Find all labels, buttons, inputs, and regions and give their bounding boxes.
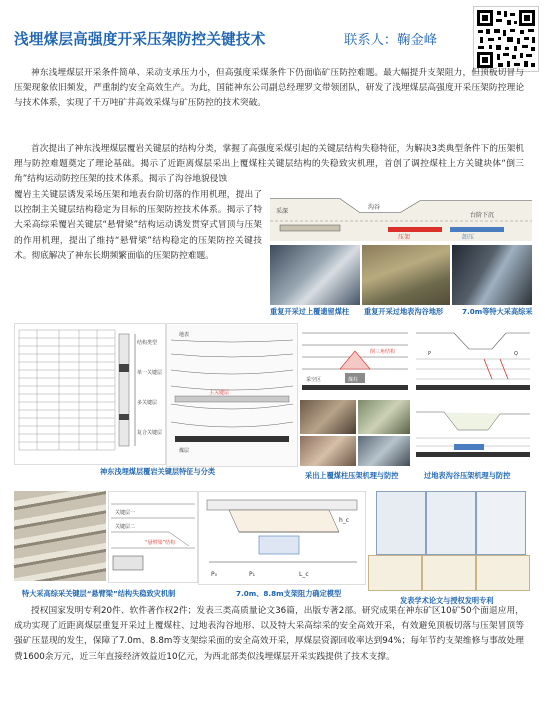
strata-type-label: 结构类型 <box>137 340 158 346</box>
caption-pillar-mechanism: 采出上覆煤柱压架机理与防控 <box>305 471 399 480</box>
composite-key-layer-label: 复合关键层 <box>137 430 163 436</box>
triangle-label: 倒三角结构 <box>370 349 396 355</box>
surface-label: 地表 <box>179 332 190 338</box>
lab-model-photo-2 <box>358 400 410 434</box>
cantilever-label: “悬臂梁”结构 <box>145 540 176 546</box>
pillar-label: 煤柱 <box>348 377 359 383</box>
gully-label: 沟谷 <box>368 204 381 211</box>
step-subsidence-label: 台阶下沉 <box>470 212 495 219</box>
crush-tag: 压架 <box>398 234 411 241</box>
poster-title: 浅埋煤层高强度开采压架防控关键技术 <box>14 31 266 48</box>
goaf-label: 采空区 <box>306 377 322 383</box>
journal-cover-2 <box>426 491 476 555</box>
lab-model-photo-4 <box>358 436 410 466</box>
key-layer-1-label: 关键层一 <box>115 510 136 516</box>
overlying-strata-diagram <box>166 323 298 467</box>
qr-code <box>473 6 539 72</box>
overlying-pillar-photo <box>270 245 360 305</box>
research-paragraph-left: 覆岩主关键层诱发采场压架和地表台阶切落的作用机理，提出了以控制主关键层结构稳定为目标的压架防控技术体系。揭示了特大采高综采覆岩关键层“悬臂梁”结构运动诱发贯穿式冒顶与压架的作用机理，提出了维持“悬臂梁”结构稳定的压架防控关键技术。彻底解决了神东长期频繁面临的压架防控难题。 <box>14 190 262 261</box>
caption-large-height: 7.0m等特大采高综采 <box>462 307 533 316</box>
caption-key-layer-classification: 神东浅埋煤层覆岩关键层特征与分类 <box>100 467 216 476</box>
length-lc-label: L_c <box>299 571 309 578</box>
relief-tag: 卸压 <box>462 234 475 241</box>
patent-certificate-1 <box>368 555 422 591</box>
pillar-mechanism-diagram <box>300 323 410 398</box>
single-key-layer-label: 单一关键层 <box>137 370 163 376</box>
cantilever-structure-diagram <box>108 491 198 583</box>
research-paragraph-top: 首次提出了神东浅埋煤层覆岩关键层的结构分类，掌握了高强度采煤引起的关键层结构失稳特征，为解决3类典型条件下的压架机理与防控难题奠定了理论基础。揭示了近距离煤层采出上覆煤柱关键层结构的失稳致灾机理，首创了调控煤柱上方关键块体“倒三角”结构运动防控压架的技术体系。揭示了沟谷地貌侵蚀 <box>14 144 524 185</box>
intro-paragraph: 神东浅埋煤层开采条件简单、采动支承压力小，但高强度采煤条件下仍面临矿压防控难题。最大幅提升支架阻力，但顶板切冒与压架现象依旧频发，严重制约安全高效生产。为此，国能神东公司副总经理罗文带领团队，研发了浅埋煤层高强度开采压架防控理论与技术体系，实现了千万吨矿井高效采煤与矿压防控的技术突破。 <box>14 68 524 109</box>
lab-model-photo-3 <box>300 436 356 466</box>
contact-person: 联系人：鞠金峰 <box>344 33 438 48</box>
height-hc-label: h_c <box>339 517 350 524</box>
publications-panel <box>368 491 532 591</box>
caption-gully-mechanism: 过地表沟谷压架机理与防控 <box>424 471 511 480</box>
borehole-strata-column <box>14 323 166 465</box>
caption-cantilever-mechanism: 特大采高综采关键层“悬臂梁”结构失稳致灾机制 <box>22 589 176 598</box>
surface-gully-photo <box>362 245 450 305</box>
depth-label: 采深 <box>276 208 289 215</box>
caption-gully: 重复开采过地表沟谷地形 <box>364 307 444 316</box>
caption-pillar: 重复开采过上覆遗留煤柱 <box>270 307 350 316</box>
qr-code-pattern <box>474 7 538 71</box>
journal-cover-1 <box>376 491 426 555</box>
key-layer-2-label: 关键层二 <box>115 524 136 530</box>
gully-terrain-diagram <box>270 191 532 241</box>
caption-support-model: 7.0m、8.8m支架阻力确定模型 <box>236 589 342 598</box>
main-key-layer-label: 主关键层 <box>209 390 230 396</box>
load-p0-label: P₀ <box>211 571 218 578</box>
physical-simulation-photo <box>14 491 106 581</box>
force-q-label: Q <box>514 351 518 357</box>
patent-certificate-2 <box>422 555 476 591</box>
outcome-paragraph: 授权国家发明专利20件、软件著作权2件；发表三类高质量论文36篇，出版专著2部。研究成果在神东矿区10矿50个面退应用，成功实现了近距离煤层重复开采过上覆煤柱、过地表沟谷地形、以及特大采高综采的安全高效开采，有效避免顶板切落与压架冒顶等强矿压显现的发生，保障了7.0m、8.8m等支架综采面的安全高效开采，厚煤层资源回收率达到94%；每年节约支架维修与事故处理费1600余万元，近三年直接经济效益近10亿元，为西北部类似浅埋煤层开采实践提供了技术支撑。 <box>14 606 524 662</box>
journal-cover-3 <box>476 491 526 555</box>
lab-model-photo-1 <box>300 400 356 434</box>
caption-publications: 发表学术论文与授权发明专利 <box>400 596 494 605</box>
coal-seam-label: 煤层 <box>179 448 190 454</box>
support-resistance-model <box>198 491 366 585</box>
load-p1-label: P₁ <box>249 571 256 578</box>
gully-mechanism-diagram <box>414 323 532 398</box>
gully-field-diagram <box>414 400 532 466</box>
patent-certificate-3 <box>476 555 530 591</box>
force-p-label: P <box>428 351 432 357</box>
large-height-mining-photo <box>452 245 532 305</box>
multi-key-layer-label: 多关键层 <box>137 400 158 406</box>
